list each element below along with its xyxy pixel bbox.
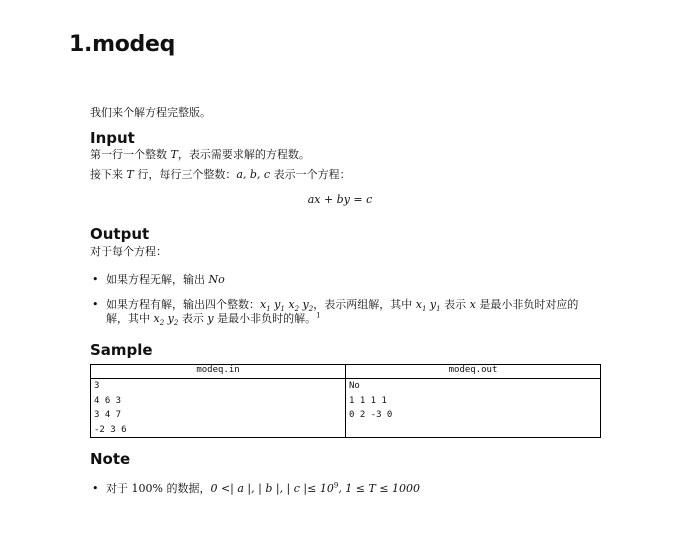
page-title: 1.modeq	[69, 32, 176, 57]
bullet-2-line-1	[106, 298, 578, 312]
var-T: T	[126, 168, 134, 181]
input-line-2-mid: 行，每行三个整数：	[133, 168, 237, 181]
output-bullet-has-solution	[106, 298, 578, 326]
note-constraint-2: , 1 ≤ T ≤ 1000	[338, 482, 421, 495]
bullet-2-pre: 如果方程有解，输出四个整数：	[106, 298, 260, 311]
footnote-mark: 1	[316, 311, 321, 320]
sample-body-row	[91, 379, 601, 438]
bullet-2-post: ，表示两组解，其中	[313, 298, 416, 311]
var-x: x	[469, 298, 476, 311]
bullet-2-line-2-mid: 表示	[178, 312, 208, 325]
intro-text: 我们来个解方程完整版。	[90, 106, 211, 119]
note-exponent: 9	[333, 481, 339, 490]
input-heading: Input	[90, 129, 135, 147]
sample-table	[90, 364, 601, 438]
note-heading: Note	[90, 450, 131, 468]
note-percent: 100%	[131, 482, 163, 495]
sample-in-header: modeq.in	[91, 365, 346, 379]
bullet-2-line-2-post: 是最小非负时的解。	[213, 312, 317, 325]
note-bullet	[106, 482, 420, 496]
note-pre: 对于	[106, 482, 132, 495]
note-constraint-1: 0 <| a |, | b |, | c |≤ 10	[210, 482, 334, 495]
bullet-2-line-2	[106, 312, 578, 326]
bullet-1-pre: 如果方程无解，输出	[106, 273, 209, 286]
bullet-2-line-2-pre: 解，其中	[106, 312, 154, 325]
var-T: T	[170, 148, 178, 161]
equation: ax + by = c	[307, 193, 373, 206]
sample-out-body: No 1 1 1 1 0 2 -3 0	[346, 379, 601, 438]
x1-y1-x2-y2: $x_1$ $y_1$ $x_2$ $y_2$	[260, 298, 314, 314]
sample-heading: Sample	[90, 341, 153, 359]
output-heading: Output	[90, 225, 150, 243]
input-line-1	[90, 148, 310, 162]
input-line-1-post: ，表示需要求解的方程数。	[177, 148, 310, 161]
x2-y2: $x_2$ $y_2$	[153, 312, 179, 328]
note-mid: 的数据，	[162, 482, 211, 495]
bullet-2-mid: 表示	[440, 298, 470, 311]
vars-abc: a, b, c	[236, 168, 271, 181]
input-line-2-post: 表示一个方程：	[270, 168, 351, 181]
no-output-value: No	[208, 273, 225, 286]
var-y: y	[207, 312, 214, 325]
sample-header-row	[91, 365, 601, 379]
input-line-1-pre: 第一行一个整数	[90, 148, 171, 161]
input-line-2-pre: 接下来	[90, 168, 127, 181]
bullet-2-tail: 是最小非负时对应的	[475, 298, 579, 311]
input-line-2	[90, 168, 351, 182]
sample-out-header: modeq.out	[346, 365, 601, 379]
x1-y1: $x_1$ $y_1$	[415, 298, 441, 314]
output-text: 对于每个方程：	[90, 245, 167, 258]
output-bullet-no-solution	[106, 273, 225, 287]
sample-in-body: 3 4 6 3 3 4 7 -2 3 6	[91, 379, 346, 438]
